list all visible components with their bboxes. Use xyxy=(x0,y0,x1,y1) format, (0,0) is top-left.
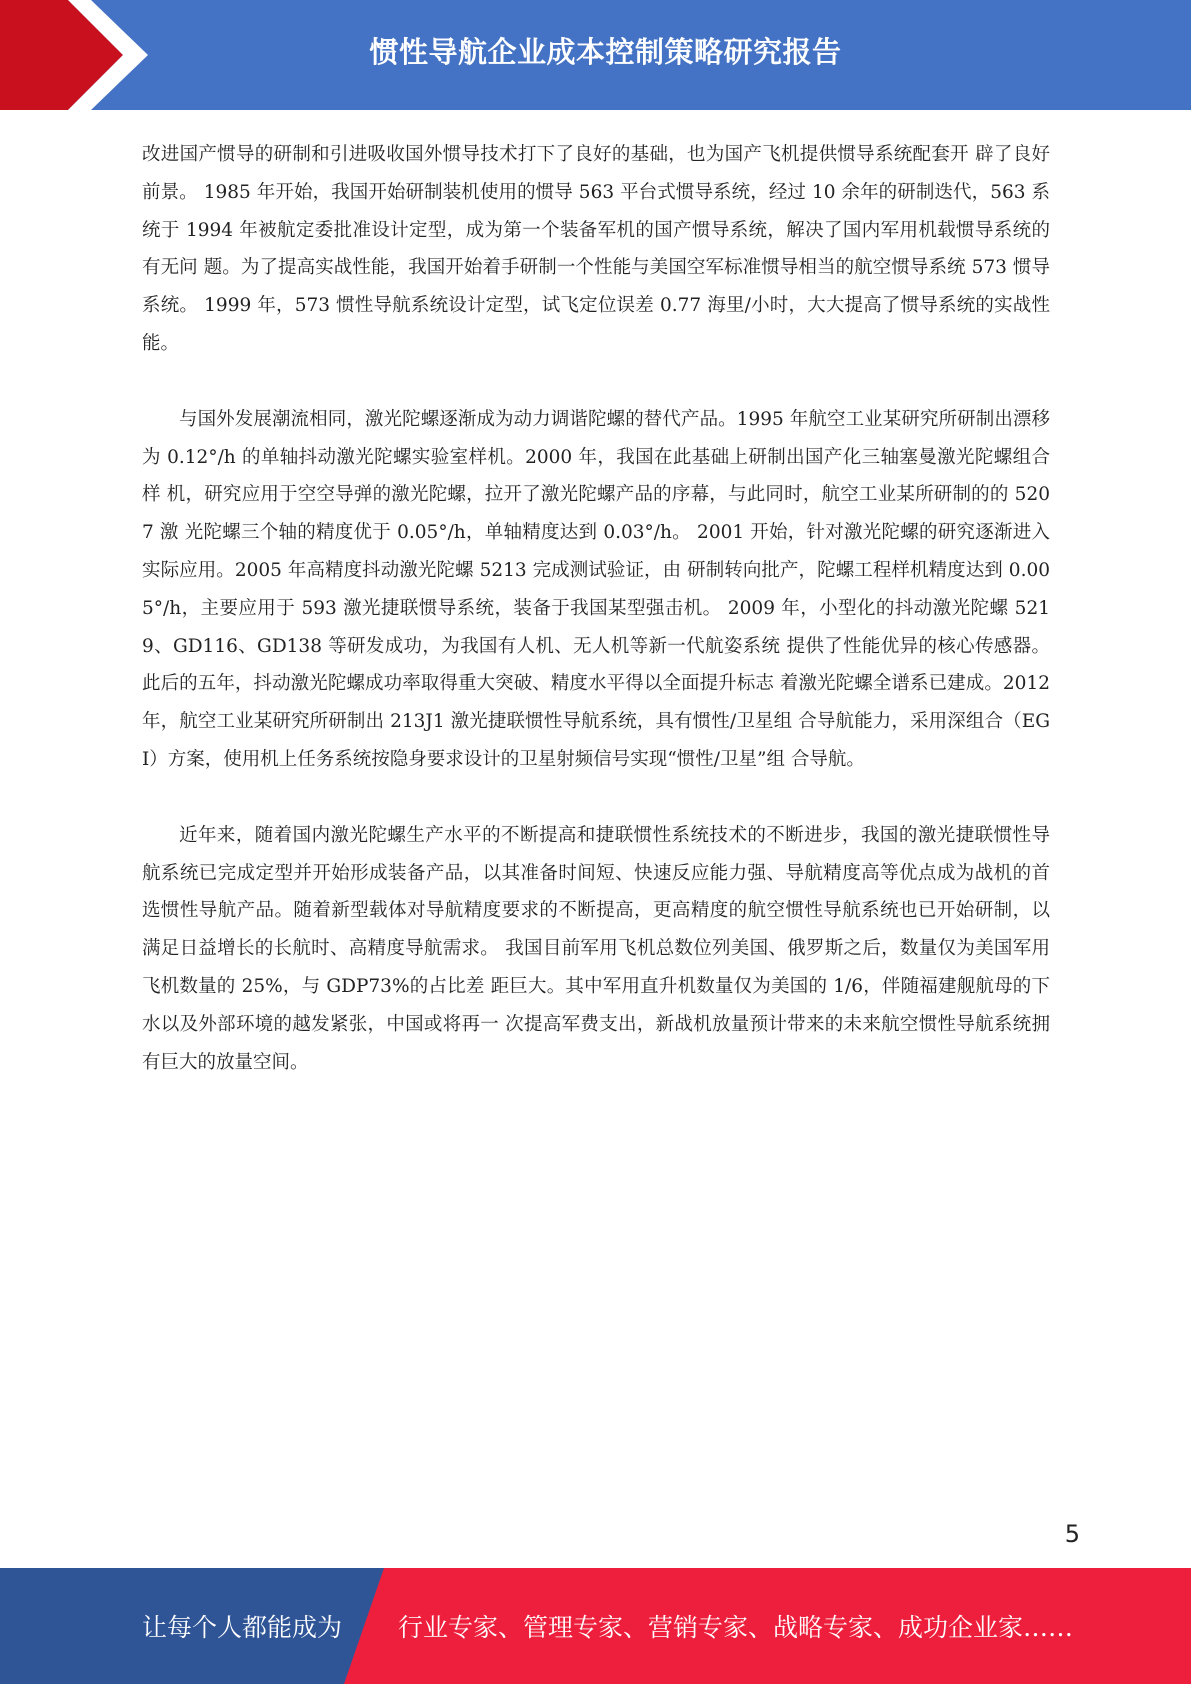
footer-slogan-left: 让每个人都能成为 xyxy=(142,1613,343,1642)
body-text xyxy=(142,136,1050,1119)
paragraph-2: 与国外发展潮流相同，激光陀螺逐渐成为动力调谐陀螺的替代产品。1995 年航空工业某研究所研制出漂移 为 0.12°/h 的单轴抖动激光陀螺实验室样机。2000 年，我国在此基础上研制出国产化三轴塞曼激光陀螺组合样 机，研究应用于空空导弹的激光陀螺，拉开了激光陀螺产品的序幕，与此同时，航空工业某所研制的的 5207 激 光陀螺三个轴的精度优于 0.05°/h，单轴精度达到 0.03°/h。 2001 开始，针对激光陀螺的研究逐渐进入实际应用。2005 年高精度抖动激光陀螺 5213 完成测试验证，由 研制转向批产，陀螺工程样机精度达到 0.005°/h，主要应用于 593 激光捷联惯导系统，装备于我国某型强击机。 2009 年，小型化的抖动激光陀螺 5219、GD116、GD138 等研发成功，为我国有人机、无人机等新一代航姿系统 提供了性能优异的核心传感器。此后的五年，抖动激光陀螺成功率取得重大突破、精度水平得以全面提升标志 着激光陀螺全谱系已建成。2012 年，航空工业某研究所研制出 213J1 激光捷联惯性导航系统，具有惯性/卫星组 合导航能力，采用深组合（EGI）方案，使用机上任务系统按隐身要求设计的卫星射频信号实现“惯性/卫星”组 合导航。 xyxy=(142,408,1050,770)
page-header xyxy=(0,0,1191,110)
paragraph-3: 近年来，随着国内激光陀螺生产水平的不断提高和捷联惯性系统技术的不断进步，我国的激光捷联惯性导 航系统已完成定型并开始形成装备产品，以其准备时间短、快速反应能力强、导航精度高等优点成为战机的首 选惯性导航产品。随着新型载体对导航精度要求的不断提高，更高精度的航空惯性导航系统也已开始研制，以 满足日益增长的长航时、高精度导航需求。 我国目前军用飞机总数位列美国、俄罗斯之后，数量仅为美国军用飞机数量的 25%，与 GDP73%的占比差 距巨大。其中军用直升机数量仅为美国的 1/6，伴随福建舰航母的下水以及外部环境的越发紧张，中国或将再一 次提高军费支出，新战机放量预计带来的未来航空惯性导航系统拥有巨大的放量空间。 xyxy=(142,824,1050,1073)
document-title: 惯性导航企业成本控制策略研究报告 xyxy=(369,34,842,69)
paragraph-1: 改进国产惯导的研制和引进吸收国外惯导技术打下了良好的基础，也为国产飞机提供惯导系统配套开 辟了良好前景。 1985 年开始，我国开始研制装机使用的惯导 563 平台式惯导系统，经过 10 余年的研制迭代，563 系统于 1994 年被航定委批准设计定型，成为第一个装备军机的国产惯导系统，解决了国内军用机载惯导系统的有无问 题。为了提高实战性能，我国开始着手研制一个性能与美国空军标准惯导相当的航空惯导系统 573 惯导系统。 1999 年，573 惯性导航系统设计定型，试飞定位误差 0.77 海里/小时，大大提高了惯导系统的实战性能。 xyxy=(142,144,1050,354)
page-footer xyxy=(0,1568,1191,1684)
page-number: 5 xyxy=(1064,1520,1080,1548)
footer-slogan-right: 行业专家、管理专家、营销专家、战略专家、成功企业家…… xyxy=(398,1613,1074,1642)
